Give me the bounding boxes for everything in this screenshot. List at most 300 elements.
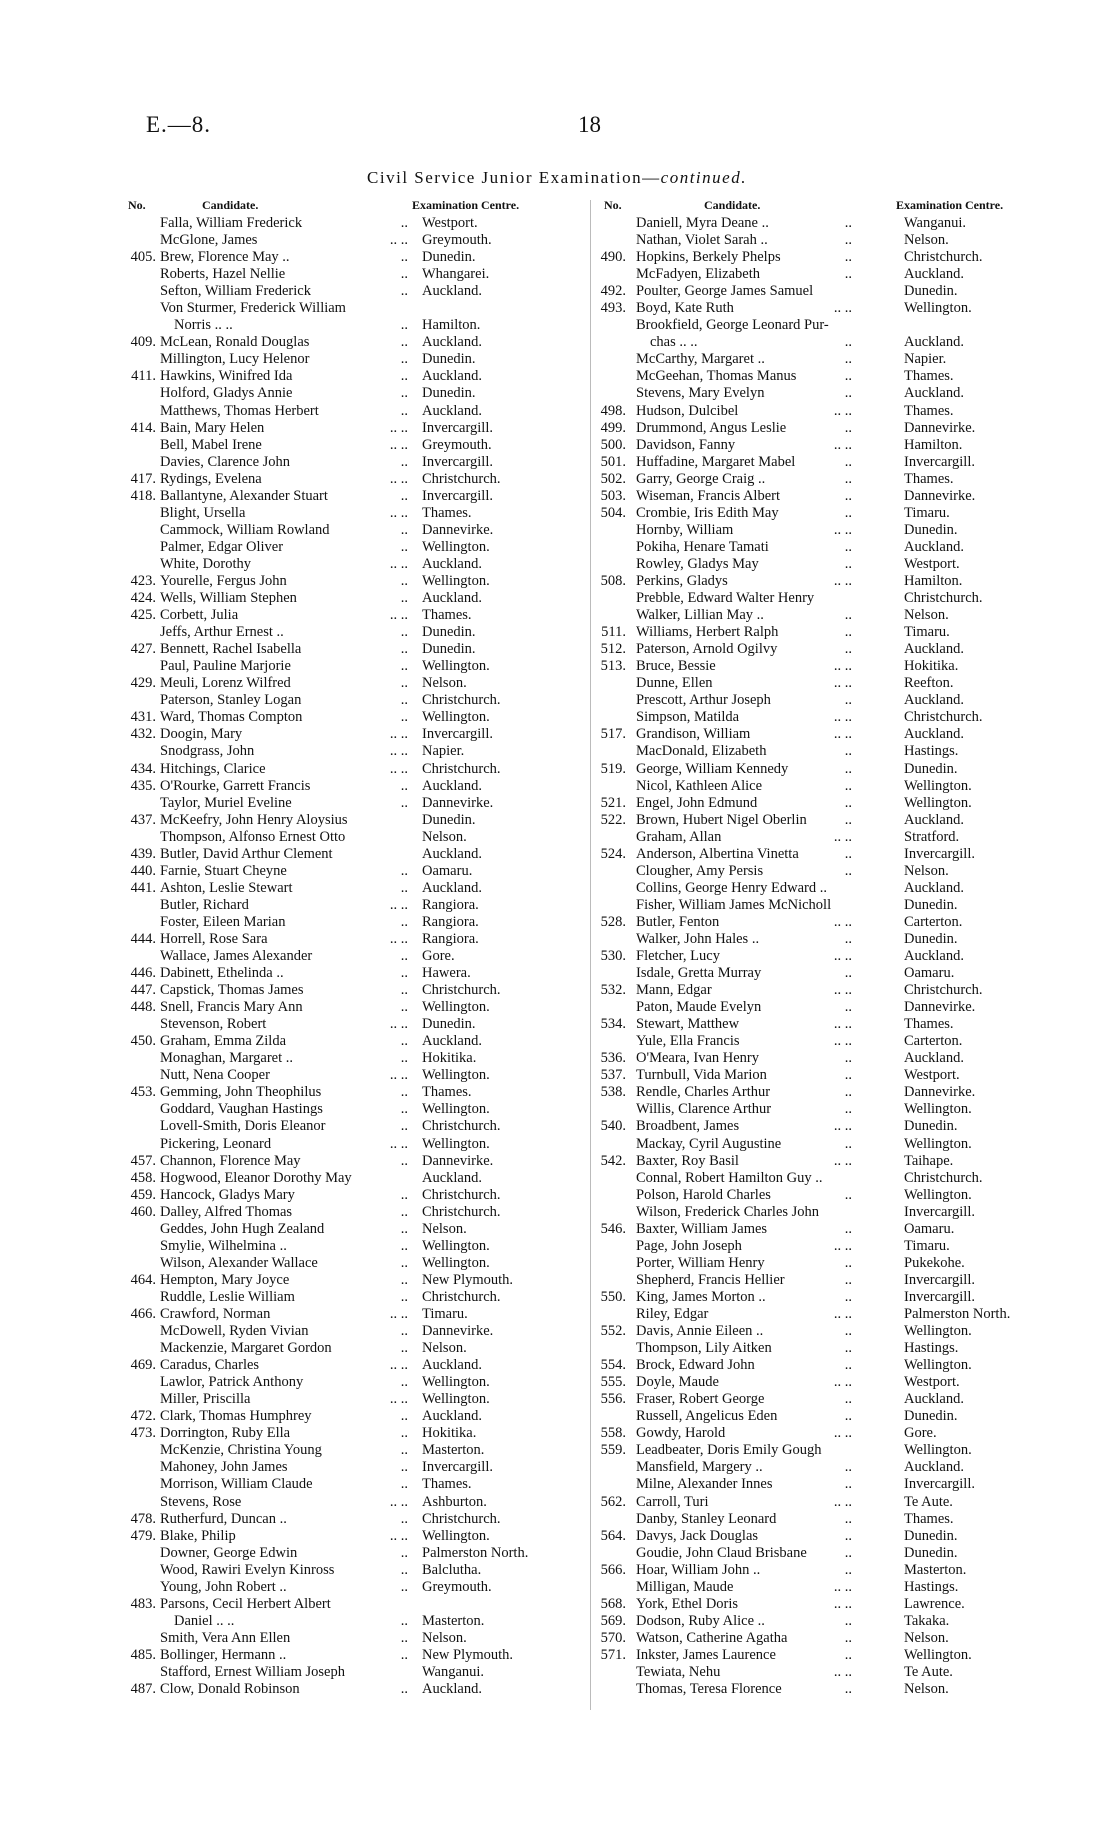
candidate-number: 538. — [600, 1084, 626, 1101]
leader-dots: .. .. — [833, 436, 852, 453]
candidate-number: 564. — [600, 1527, 626, 1544]
candidate-number: 530. — [600, 948, 626, 965]
table-row — [584, 641, 1044, 658]
candidate-name: Simpson, Matilda — [636, 709, 740, 726]
leader-dots: .. .. — [833, 982, 852, 999]
table-row — [122, 1238, 567, 1255]
leader-dots: .. — [400, 624, 408, 641]
candidate-name: Downer, George Edwin — [160, 1544, 298, 1561]
table-row — [584, 675, 1044, 692]
candidate-name: Rydings, Evelena — [160, 470, 262, 487]
candidate-number: 569. — [600, 1612, 626, 1629]
table-row — [122, 1562, 567, 1579]
candidate-name: Graham, Allan — [636, 828, 722, 845]
table-row — [584, 351, 1044, 368]
leader-dots: .. — [400, 862, 408, 879]
leader-dots: .. — [400, 521, 408, 538]
examination-centre: Masterton. — [422, 1612, 485, 1629]
table-row — [584, 317, 1044, 334]
examination-centre: Invercargill. — [422, 419, 493, 436]
table-row — [122, 778, 567, 795]
candidate-name: Brown, Hubert Nigel Oberlin — [636, 811, 807, 828]
table-row — [584, 1238, 1044, 1255]
candidate-name: Hogwood, Eleanor Dorothy May — [160, 1169, 352, 1186]
candidate-number: 540. — [600, 1118, 626, 1135]
leader-dots: .. .. — [389, 1357, 408, 1374]
table-row — [122, 471, 567, 488]
examination-centre: Auckland. — [904, 266, 964, 283]
candidate-name: Mackay, Cyril Augustine — [636, 1135, 782, 1152]
candidate-name: Roberts, Hazel Nellie — [160, 266, 286, 283]
candidate-number: 524. — [600, 845, 626, 862]
candidate-name: George, William Kennedy — [636, 760, 789, 777]
leader-dots: .. — [844, 965, 852, 982]
leader-dots: .. — [844, 845, 852, 862]
examination-centre: Dunedin. — [422, 249, 476, 266]
examination-centre: Dunedin. — [904, 521, 958, 538]
candidate-number: 566. — [600, 1561, 626, 1578]
table-row — [122, 675, 567, 692]
candidate-name: Fletcher, Lucy — [636, 948, 720, 965]
candidate-name: Pokiha, Henare Tamati — [636, 538, 769, 555]
candidate-name: Lawlor, Patrick Anthony — [160, 1374, 304, 1391]
examination-centre: Christchurch. — [422, 760, 501, 777]
candidate-number: 536. — [600, 1050, 626, 1067]
leader-dots: .. — [844, 555, 852, 572]
candidate-name: Hopkins, Berkely Phelps — [636, 249, 781, 266]
examination-centre: Wellington. — [422, 1067, 490, 1084]
table-row — [122, 505, 567, 522]
candidate-name: Paterson, Stanley Logan — [160, 692, 302, 709]
candidate-name: Stevenson, Robert — [160, 1016, 267, 1033]
examination-centre: Dunedin. — [904, 283, 958, 300]
candidate-name: Butler, David Arthur Clement — [160, 845, 333, 862]
examination-centre: Auckland. — [422, 845, 482, 862]
candidate-number: 440. — [130, 862, 156, 879]
candidate-name: Huffadine, Margaret Mabel — [636, 453, 796, 470]
candidate-name: Thomas, Teresa Florence — [636, 1681, 782, 1698]
table-row — [584, 334, 1044, 351]
leader-dots: .. — [400, 538, 408, 555]
candidate-name: King, James Morton .. — [636, 1288, 766, 1305]
leader-dots: .. .. — [833, 1306, 852, 1322]
candidate-name: Gowdy, Harold — [636, 1425, 726, 1442]
table-row — [122, 300, 567, 317]
table-row — [122, 1170, 567, 1187]
candidate-name: Capstick, Thomas James — [160, 982, 304, 999]
examination-centre: Masterton. — [422, 1442, 485, 1459]
examination-centre: Auckland. — [904, 385, 964, 402]
examination-centre: Auckland. — [904, 334, 964, 351]
examination-centre: Hawera. — [422, 965, 471, 982]
leader-dots: .. — [400, 1340, 408, 1357]
candidate-number: 571. — [600, 1646, 626, 1663]
table-row — [584, 709, 1044, 726]
candidate-name: Brew, Florence May .. — [160, 249, 290, 266]
examination-centre: Takaka. — [904, 1612, 950, 1629]
candidate-name: Norris .. .. — [174, 317, 233, 334]
leader-dots: .. — [844, 1186, 852, 1203]
table-row — [122, 249, 567, 266]
candidate-name: Milne, Alexander Innes — [636, 1476, 773, 1493]
leader-dots: .. — [400, 1271, 408, 1288]
leader-dots: .. — [400, 1084, 408, 1101]
examination-centre: Rangiora. — [422, 896, 479, 913]
candidate-name: Davys, Jack Douglas — [636, 1527, 759, 1544]
examination-centre: Auckland. — [422, 368, 482, 385]
table-row — [122, 403, 567, 420]
table-row — [122, 624, 567, 641]
candidate-name: Millington, Lucy Helenor — [160, 351, 310, 368]
examination-centre: Rangiora. — [422, 913, 479, 930]
candidate-name: Pickering, Leonard — [160, 1135, 272, 1152]
leader-dots: .. — [400, 1152, 408, 1169]
table-row — [122, 641, 567, 658]
table-row — [584, 471, 1044, 488]
candidate-name: Clow, Donald Robinson — [160, 1681, 300, 1698]
candidate-number: 492. — [600, 283, 626, 300]
candidate-number: 485. — [130, 1646, 156, 1663]
candidate-name: Prebble, Edward Walter Henry — [636, 590, 815, 607]
examination-centre: Nelson. — [422, 1340, 467, 1357]
leader-dots: .. — [844, 1357, 852, 1374]
candidate-number: 570. — [600, 1629, 626, 1646]
table-row — [122, 795, 567, 812]
candidate-name: Blake, Philip — [160, 1527, 236, 1544]
candidate-number: 487. — [130, 1681, 156, 1698]
candidate-number: 508. — [600, 572, 626, 589]
candidate-name: Thompson, Lily Aitken — [636, 1340, 772, 1357]
leader-dots: .. — [400, 641, 408, 658]
candidate-name: Dunne, Ellen — [636, 675, 713, 692]
examination-centre: Westport. — [422, 215, 478, 231]
leader-dots: .. .. — [389, 504, 408, 521]
leader-dots: .. .. — [833, 709, 852, 726]
table-row — [584, 863, 1044, 880]
leader-dots: .. — [400, 777, 408, 794]
table-row — [584, 437, 1044, 454]
examination-centre: Wellington. — [422, 658, 490, 675]
leader-dots: .. — [844, 1561, 852, 1578]
table-row — [584, 283, 1044, 300]
leader-dots: .. .. — [833, 521, 852, 538]
examination-centre: Christchurch. — [422, 1288, 501, 1305]
examination-centre: Invercargill. — [422, 487, 493, 504]
examination-centre: Wellington. — [422, 1101, 490, 1118]
table-row — [122, 726, 567, 743]
table-row — [584, 1170, 1044, 1187]
leader-dots: .. .. — [833, 1578, 852, 1595]
table-row — [122, 1476, 567, 1493]
leader-dots: .. .. — [389, 1527, 408, 1544]
leader-dots: .. .. — [389, 743, 408, 760]
table-row — [122, 1033, 567, 1050]
examination-centre: Te Aute. — [904, 1663, 953, 1680]
candidate-name: Taylor, Muriel Eveline — [160, 794, 292, 811]
table-row — [584, 1204, 1044, 1221]
candidate-name: Blight, Ursella — [160, 504, 246, 521]
table-row — [584, 931, 1044, 948]
table-row — [122, 1204, 567, 1221]
examination-centre: Wellington. — [904, 1135, 972, 1152]
candidate-name: Porter, William Henry — [636, 1254, 765, 1271]
leader-dots: .. — [844, 1527, 852, 1544]
leader-dots: .. — [844, 1612, 852, 1629]
candidate-name: Wells, William Stephen — [160, 590, 297, 607]
candidate-name: Page, John Joseph — [636, 1237, 742, 1254]
candidate-name: Engel, John Edmund — [636, 794, 758, 811]
examination-centre: Dunedin. — [904, 1527, 958, 1544]
candidate-name: Falla, William Frederick — [160, 215, 303, 231]
examination-centre: Greymouth. — [422, 436, 492, 453]
table-row — [584, 1647, 1044, 1664]
table-row — [584, 266, 1044, 283]
table-row — [584, 1596, 1044, 1613]
table-row — [584, 1511, 1044, 1528]
examination-centre: Thames. — [904, 1016, 954, 1033]
table-row — [584, 1272, 1044, 1289]
candidate-name: Smith, Vera Ann Ellen — [160, 1629, 291, 1646]
table-row — [122, 999, 567, 1016]
title-continued: continued. — [660, 168, 747, 187]
examination-centre: Dunedin. — [422, 351, 476, 368]
examination-centre: Oamaru. — [422, 862, 473, 879]
table-row — [584, 1016, 1044, 1033]
candidate-name: Collins, George Henry Edward .. — [636, 879, 828, 896]
examination-centre: Pukekohe. — [904, 1254, 965, 1271]
examination-centre: Wellington. — [904, 1186, 972, 1203]
examination-centre: Wellington. — [422, 572, 490, 589]
examination-centre: Stratford. — [904, 828, 960, 845]
leader-dots: .. .. — [389, 1391, 408, 1408]
table-row — [122, 454, 567, 471]
leader-dots: .. — [400, 1288, 408, 1305]
table-row — [584, 1613, 1044, 1630]
candidate-name: Williams, Herbert Ralph — [636, 624, 779, 641]
candidate-name: Brock, Edward John — [636, 1357, 755, 1374]
table-row — [122, 1289, 567, 1306]
table-row — [584, 1579, 1044, 1596]
candidate-name: Crombie, Iris Edith May — [636, 504, 779, 521]
candidate-name: Fisher, William James McNicholl — [636, 896, 832, 913]
table-row — [122, 1255, 567, 1272]
candidate-name: Nathan, Violet Sarah .. — [636, 232, 768, 249]
leader-dots: .. — [400, 709, 408, 726]
examination-centre: Auckland. — [422, 334, 482, 351]
table-row — [584, 403, 1044, 420]
examination-centre: Thames. — [904, 1510, 954, 1527]
leader-dots: .. — [400, 913, 408, 930]
candidate-number: 534. — [600, 1016, 626, 1033]
candidate-name: Cammock, William Rowland — [160, 521, 330, 538]
candidate-name: Dabinett, Ethelinda .. — [160, 965, 284, 982]
leader-dots: .. — [400, 965, 408, 982]
table-row — [122, 368, 567, 385]
examination-centre: Wellington. — [904, 1323, 972, 1340]
candidate-name: Rowley, Gladys May — [636, 555, 759, 572]
table-row — [584, 590, 1044, 607]
examination-centre: Dannevirke. — [904, 419, 976, 436]
examination-centre: Auckland. — [904, 641, 964, 658]
candidate-name: Yourelle, Fergus John — [160, 572, 287, 589]
examination-centre: Auckland. — [904, 879, 964, 896]
candidate-name: McLean, Ronald Douglas — [160, 334, 310, 351]
table-row — [584, 795, 1044, 812]
candidate-name: Goddard, Vaughan Hastings — [160, 1101, 323, 1118]
table-row — [122, 948, 567, 965]
table-row — [584, 1153, 1044, 1170]
candidate-number: 425. — [130, 607, 156, 624]
leader-dots: .. .. — [389, 1493, 408, 1510]
candidate-name: Prescott, Arthur Joseph — [636, 692, 771, 709]
candidate-name: Stewart, Matthew — [636, 1016, 740, 1033]
table-row — [122, 1545, 567, 1562]
table-row — [122, 215, 567, 232]
table-row — [584, 999, 1044, 1016]
examination-centre: Invercargill. — [904, 1203, 975, 1220]
candidate-name: McGeehan, Thomas Manus — [636, 368, 797, 385]
table-row — [584, 215, 1044, 232]
candidate-number: 417. — [130, 470, 156, 487]
leader-dots: .. .. — [389, 470, 408, 487]
candidate-name: Milligan, Maude — [636, 1578, 734, 1595]
examination-centre: Dunedin. — [422, 1016, 476, 1033]
table-row — [584, 1033, 1044, 1050]
candidate-name: Stafford, Ernest William Joseph — [160, 1663, 345, 1680]
examination-centre: Wellington. — [422, 1254, 490, 1271]
examination-centre: Lawrence. — [904, 1595, 965, 1612]
leader-dots: .. .. — [389, 1067, 408, 1084]
table-row — [122, 556, 567, 573]
examination-centre: Wellington. — [422, 538, 490, 555]
leader-dots: .. — [844, 1340, 852, 1357]
leader-dots: .. — [844, 334, 852, 351]
examination-centre: Wellington. — [904, 777, 972, 794]
table-row — [122, 1630, 567, 1647]
candidate-number: 441. — [130, 879, 156, 896]
candidate-name: O'Meara, Ivan Henry — [636, 1050, 759, 1067]
leader-dots: .. — [400, 1544, 408, 1561]
table-row — [584, 488, 1044, 505]
candidate-number: 458. — [130, 1169, 156, 1186]
leader-dots: .. .. — [833, 726, 852, 743]
leader-dots: .. — [844, 1084, 852, 1101]
candidate-number: 493. — [600, 300, 626, 317]
leader-dots: .. — [844, 453, 852, 470]
examination-centre: Auckland. — [422, 1681, 482, 1698]
table-row — [584, 1494, 1044, 1511]
leader-dots: .. .. — [389, 436, 408, 453]
candidate-name: Wiseman, Francis Albert — [636, 487, 780, 504]
candidate-name: Wilson, Frederick Charles John — [636, 1203, 820, 1220]
candidate-name: Willis, Clarence Arthur — [636, 1101, 772, 1118]
candidate-name: Perkins, Gladys — [636, 572, 728, 589]
candidate-name: Thompson, Alfonso Ernest Otto — [160, 828, 346, 845]
examination-centre: Wellington. — [904, 1442, 972, 1459]
leader-dots: .. — [400, 351, 408, 368]
examination-centre: Dannevirke. — [904, 1084, 976, 1101]
candidate-name: Leadbeater, Doris Emily Gough — [636, 1442, 822, 1459]
candidate-name: Dodson, Ruby Alice .. — [636, 1612, 765, 1629]
leader-dots: .. — [400, 1459, 408, 1476]
candidate-number: 466. — [130, 1306, 156, 1322]
table-row — [584, 1050, 1044, 1067]
candidate-name: Ward, Thomas Compton — [160, 709, 303, 726]
candidate-number: 414. — [130, 419, 156, 436]
leader-dots: .. — [400, 1629, 408, 1646]
candidate-name: Ashton, Leslie Stewart — [160, 879, 293, 896]
leader-dots: .. .. — [833, 658, 852, 675]
candidate-name: Dorrington, Ruby Ella — [160, 1425, 291, 1442]
examination-centre: Wellington. — [904, 1357, 972, 1374]
leader-dots: .. — [844, 1544, 852, 1561]
examination-centre: Dunedin. — [904, 760, 958, 777]
examination-centre: Invercargill. — [904, 1288, 975, 1305]
leader-dots: .. .. — [833, 1118, 852, 1135]
candidate-number: 537. — [600, 1067, 626, 1084]
table-row — [584, 1562, 1044, 1579]
candidate-name: Daniel .. .. — [174, 1612, 235, 1629]
leader-dots: .. — [400, 215, 408, 231]
table-row — [122, 1442, 567, 1459]
table-row — [584, 505, 1044, 522]
leader-dots: .. .. — [833, 1595, 852, 1612]
candidate-number: 434. — [130, 760, 156, 777]
table-row — [584, 914, 1044, 931]
candidate-number: 464. — [130, 1271, 156, 1288]
table-row — [122, 1272, 567, 1289]
candidate-number: 490. — [600, 249, 626, 266]
candidate-name: Hudson, Dulcibel — [636, 402, 739, 419]
table-row — [122, 1613, 567, 1630]
candidate-name: Horrell, Rose Sara — [160, 930, 268, 947]
candidate-name: Clougher, Amy Persis — [636, 862, 764, 879]
examination-centre: Nelson. — [904, 607, 949, 624]
examination-centre: Napier. — [904, 351, 947, 368]
candidate-number: 444. — [130, 930, 156, 947]
table-row — [584, 1664, 1044, 1681]
candidate-number: 478. — [130, 1510, 156, 1527]
candidate-name: Russell, Angelicus Eden — [636, 1408, 778, 1425]
candidate-number: 457. — [130, 1152, 156, 1169]
leader-dots: .. — [844, 692, 852, 709]
candidate-number: 503. — [600, 487, 626, 504]
candidate-name: McDowell, Ryden Vivian — [160, 1323, 309, 1340]
examination-centre: Dunedin. — [422, 624, 476, 641]
leader-dots: .. — [400, 1050, 408, 1067]
candidate-name: Connal, Robert Hamilton Guy .. — [636, 1169, 823, 1186]
leader-dots: .. — [844, 794, 852, 811]
examination-centre: Hokitika. — [422, 1050, 477, 1067]
examination-centre: Auckland. — [904, 948, 964, 965]
candidate-name: Broadbent, James — [636, 1118, 740, 1135]
candidate-name: Davidson, Fanny — [636, 436, 736, 453]
table-row — [584, 897, 1044, 914]
examination-centre: Dunedin. — [904, 1408, 958, 1425]
table-row — [584, 1084, 1044, 1101]
examination-centre: Christchurch. — [422, 692, 501, 709]
examination-centre: Dannevirke. — [422, 794, 494, 811]
table-row — [584, 1306, 1044, 1323]
table-row — [584, 385, 1044, 402]
examination-centre: Thames. — [422, 1084, 472, 1101]
leader-dots: .. — [844, 1646, 852, 1663]
table-row — [122, 607, 567, 624]
candidate-name: White, Dorothy — [160, 555, 252, 572]
examination-centre: Dunedin. — [422, 811, 476, 828]
candidate-name: Butler, Fenton — [636, 913, 720, 930]
left-column-headings — [122, 198, 567, 215]
